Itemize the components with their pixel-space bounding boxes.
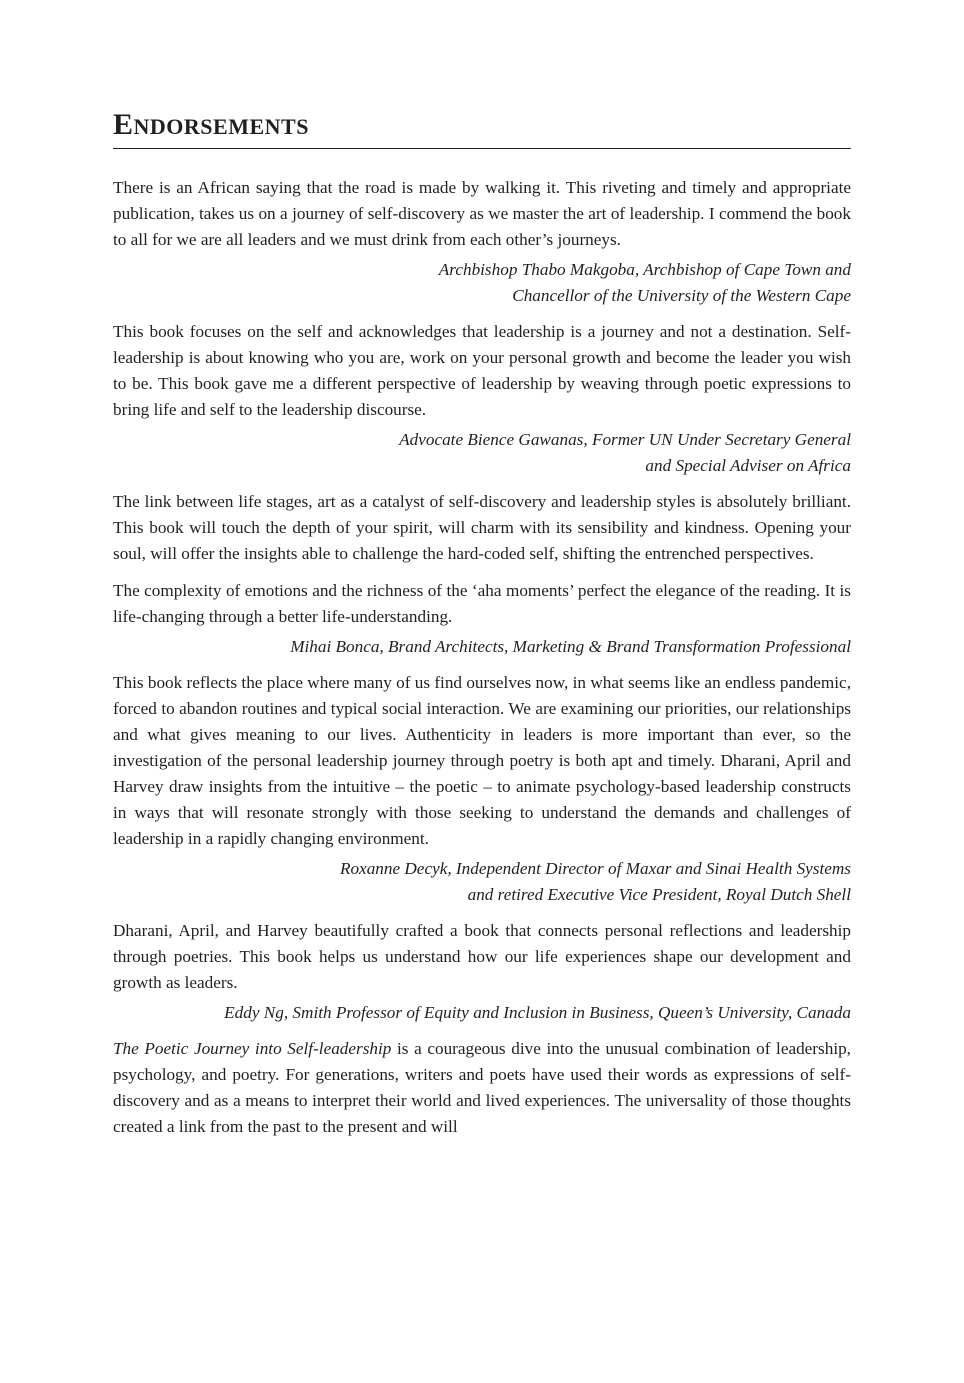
title-rest: NDORSEMENTS xyxy=(133,114,309,139)
attribution-line: Roxanne Decyk, Independent Director of Maxar and Sinai Health Systems xyxy=(339,859,851,878)
endorsement-attribution xyxy=(113,1000,851,1026)
attribution-line: Chancellor of the University of the Western Cape xyxy=(512,286,851,305)
attribution-line: and retired Executive Vice President, Royal Dutch Shell xyxy=(467,885,851,904)
endorsement-attribution xyxy=(113,427,851,479)
endorsement-paragraph: There is an African saying that the road is made by walking it. This riveting and timely and appropriate publication, takes us on a journey of self-discovery as we master the art of leadership. I commend the book to all for we are all leaders and we must drink from each other’s journeys. xyxy=(113,178,851,249)
book-title: The Poetic Journey into Self-leadership xyxy=(113,1039,392,1058)
attribution-line: Eddy Ng, Smith Professor of Equity and Inclusion in Business, Queen’s University, Canada xyxy=(224,1003,851,1022)
endorsement-paragraph: The link between life stages, art as a catalyst of self-discovery and leadership styles is absolutely brilliant. This book will touch the depth of your spirit, will charm with its sensibility and kindness. Opening your soul, will offer the insights able to challenge the hard-coded self, shifting the entrenched perspectives. xyxy=(113,492,851,563)
endorsement-attribution xyxy=(113,257,851,309)
title-initial: E xyxy=(113,108,134,141)
attribution-line: and Special Adviser on Africa xyxy=(645,456,851,475)
endorsement-paragraph: The complexity of emotions and the richness of the ‘aha moments’ perfect the elegance of the reading. It is life-changing through a better life-understanding. xyxy=(113,581,851,626)
attribution-line: Archbishop Thabo Makgoba, Archbishop of Cape Town and xyxy=(438,260,851,279)
page-title xyxy=(113,108,851,149)
endorsement-paragraph: This book focuses on the self and acknowledges that leadership is a journey and not a destination. Self-leadership is about knowing who you are, work on your personal growth and become the leader you wish to be. This book gave me a different perspective of leadership by weaving through poetic expressions to bring life and self to the leadership discourse. xyxy=(113,322,851,419)
page-content xyxy=(113,108,851,1140)
endorsement-attribution xyxy=(113,856,851,908)
endorsement-paragraph xyxy=(113,1036,851,1140)
attribution-line: Advocate Bience Gawanas, Former UN Under Secretary General xyxy=(399,430,851,449)
endorsement-attribution xyxy=(113,634,851,660)
attribution-line: Mihai Bonca, Brand Architects, Marketing & Brand Transformation Professional xyxy=(290,637,851,656)
endorsement-paragraph: This book reflects the place where many of us find ourselves now, in what seems like an endless pandemic, forced to abandon routines and typical social interaction. We are examining our priorities, our relationships and what gives meaning to our lives. Authenticity in leaders is more important than ever, so the investigation of the personal leadership journey through poetry is both apt and timely. Dharani, April and Harvey draw insights from the intuitive – the poetic – to animate psychology-based leadership constructs in ways that will resonate strongly with those seeking to understand the demands and challenges of leadership in a rapidly changing environment. xyxy=(113,673,851,848)
paragraph-text: is a courageous dive into the unusual combination of leadership, psychology, and poetry. For generations, writers and poets have used their words as expressions of self-discovery and as a means to interpret their world and lived experiences. The universality of those thoughts created a link from the past to the present and will xyxy=(113,1039,851,1136)
endorsement-paragraph: Dharani, April, and Harvey beautifully crafted a book that connects personal reflections and leadership through poetries. This book helps us understand how our life experiences shape our development and growth as leaders. xyxy=(113,921,851,992)
